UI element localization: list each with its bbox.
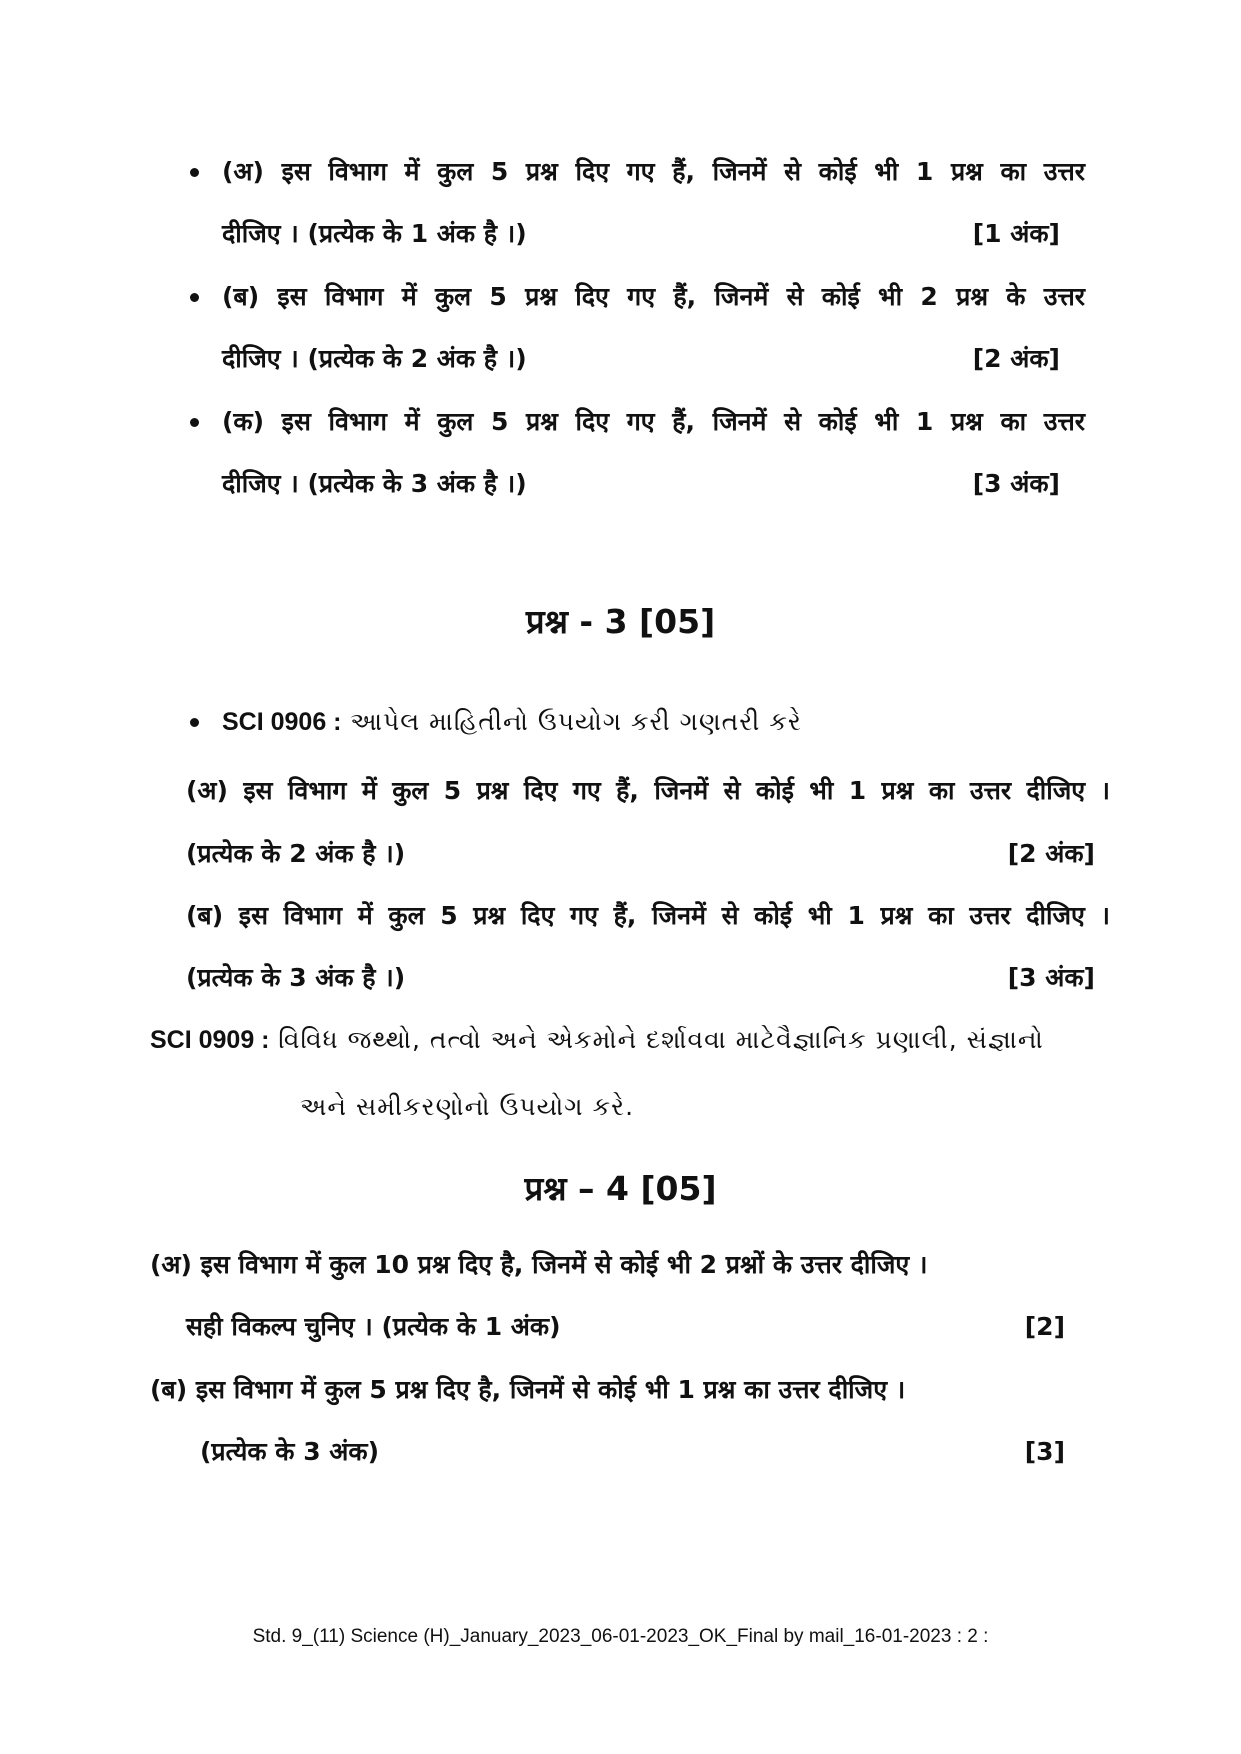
q3-sci-code: SCI 0906 :: [222, 708, 342, 736]
q3-item-b-marks: [3 अंक]: [1007, 963, 1095, 992]
page-footer: Std. 9_(11) Science (H)_January_2023_06-01-2023_OK_Final by mail_16-01-2023 : 2 :: [252, 1626, 989, 1647]
section2-item-b-marks: [2 अंक]: [972, 344, 1060, 373]
sci0909-text-line1: વિવિધ જથ્થો, તત્વો અને એકમોને દર્શાવવા માટેવૈજ્ઞાનિક પ્રણાલી, સંજ્ઞાનો: [278, 1025, 1044, 1054]
q4-item-b-line2: (प्रत्येक के 3 अंक): [200, 1437, 380, 1466]
sci0909-text-line2: અને સમીકરણોનો ઉપયોગ કરે.: [300, 1092, 635, 1121]
section2-item-a-marks: [1 अंक]: [972, 219, 1060, 248]
q4-item-a-line2: सही विकल्प चुनिए । (प्रत्येक के 1 अंक): [186, 1312, 561, 1341]
section2-item-c-line2: दीजिए । (प्रत्येक के 3 अंक है ।): [222, 469, 527, 498]
q3-item-b-line1: (ब) इस विभाग में कुल 5 प्रश्न दिए गए हैं, जिनमें से कोई भी 1 प्रश्न का उत्तर दीजिए ।: [186, 901, 1110, 930]
bullet-icon: [190, 293, 199, 302]
q4-item-a-marks: [2]: [1024, 1312, 1065, 1341]
q3-heading: प्रश्न - 3 [05]: [525, 602, 716, 641]
q4-item-b-marks: [3]: [1024, 1437, 1065, 1466]
q3-item-a-marks: [2 अंक]: [1007, 839, 1095, 868]
q3-item-b-line2: (प्रत्येक के 3 अंक है ।): [186, 963, 406, 992]
q3-sci-text: આપેલ માહિતીનો ઉપયોગ કરી ગણતરી કરે: [350, 707, 802, 736]
section2-item-b-line2: दीजिए । (प्रत्येक के 2 अंक है ।): [222, 344, 527, 373]
q4-heading: प्रश्न – 4 [05]: [524, 1169, 717, 1208]
section2-item-b-line1: (ब) इस विभाग में कुल 5 प्रश्न दिए गए हैं, जिनमें से कोई भी 2 प्रश्न के उत्तर: [222, 282, 1085, 311]
q3-sci-line: [222, 702, 802, 742]
section2-item-c-line1: (क) इस विभाग में कुल 5 प्रश्न दिए गए हैं, जिनमें से कोई भी 1 प्रश्न का उत्तर: [222, 407, 1085, 436]
bullet-icon: [190, 718, 199, 727]
bullet-icon: [190, 418, 199, 427]
sci0909-line1: [150, 1020, 1044, 1060]
bullet-icon: [190, 168, 199, 177]
sci0909-code: SCI 0909 :: [150, 1026, 270, 1054]
section2-item-a-line1: (अ) इस विभाग में कुल 5 प्रश्न दिए गए हैं, जिनमें से कोई भी 1 प्रश्न का उत्तर: [222, 157, 1085, 186]
section2-item-c-marks: [3 अंक]: [972, 469, 1060, 498]
section2-item-a-line2: दीजिए । (प्रत्येक के 1 अंक है ।): [222, 219, 527, 248]
q3-item-a-line2: (प्रत्येक के 2 अंक है ।): [186, 839, 406, 868]
q4-item-b-line1: (ब) इस विभाग में कुल 5 प्रश्न दिए है, जिनमें से कोई भी 1 प्रश्न का उत्तर दीजिए ।: [150, 1375, 906, 1404]
q4-item-a-line1: (अ) इस विभाग में कुल 10 प्रश्न दिए है, जिनमें से कोई भी 2 प्रश्नों के उत्तर दीजिए ।: [150, 1250, 928, 1279]
q3-item-a-line1: (अ) इस विभाग में कुल 5 प्रश्न दिए गए हैं, जिनमें से कोई भी 1 प्रश्न का उत्तर दीजिए ।: [186, 776, 1110, 805]
